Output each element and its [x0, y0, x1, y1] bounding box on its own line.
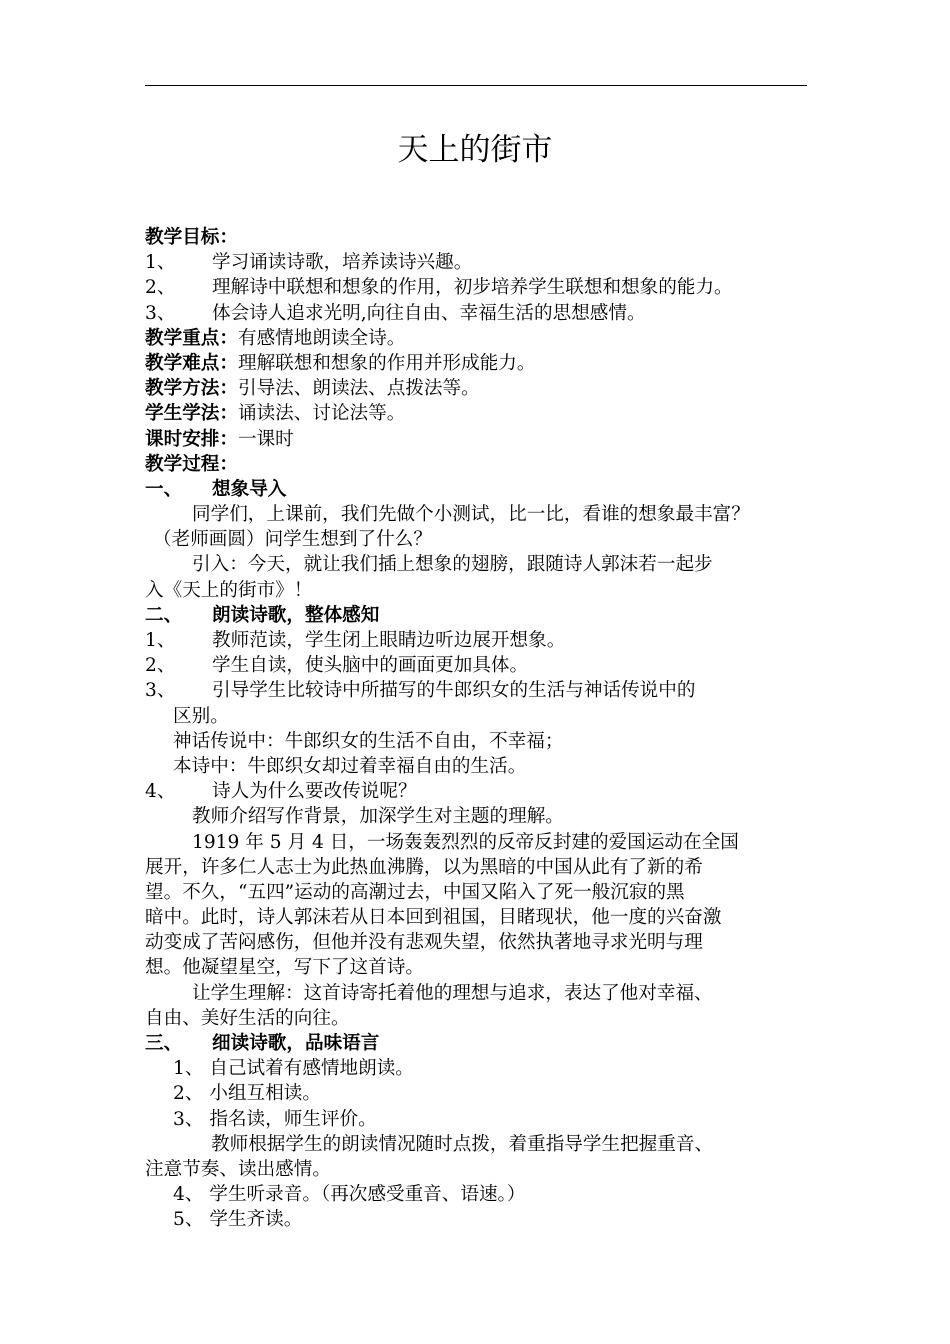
study-method: 学生学法：诵读法、讨论法等。: [145, 403, 406, 425]
paragraph-line: 想。他凝望星空，写下了这首诗。: [145, 957, 424, 979]
list-item: 1、 教师范读，学生闭上眼睛边听边展开想象。: [145, 630, 566, 651]
list-item: 3、 引导学生比较诗中所描写的牛郎织女的生活与神话传说中的: [145, 680, 696, 702]
teaching-focus: 教学重点：有感情地朗读全诗。: [145, 327, 406, 349]
paragraph-line: 引入：今天，就让我们插上想象的翅膀，跟随诗人郭沫若一起步: [192, 554, 713, 576]
paragraph-line: 神话传说中：牛郎织女的生活不自由，不幸福；: [173, 730, 564, 752]
paragraph-line: 1919 年 5 月 4 日，一场轰轰烈烈的反帝反封建的爱国运动在全国: [192, 831, 739, 853]
paragraph-line: 暗中。此时，诗人郭沫若从日本回到祖国，目睹现状，他一度的兴奋激: [145, 907, 722, 929]
paragraph-line: 本诗中：牛郎织女却过着幸福自由的生活。: [173, 755, 527, 777]
list-item: 2、 小组互相读。: [173, 1083, 321, 1105]
process-heading: 教学过程：: [145, 453, 238, 475]
teaching-difficulty: 教学难点：理解联想和想象的作用并形成能力。: [145, 352, 536, 374]
list-item: 1、 自己试着有感情地朗读。: [173, 1058, 414, 1080]
objective-item: 3、 体会诗人追求光明,向往自由、幸福生活的思想感情。: [145, 302, 646, 324]
section-heading: 三、 细读诗歌，品味语言: [145, 1033, 380, 1054]
paragraph-line: 自由、美好生活的向往。: [145, 1007, 350, 1029]
paragraph-line: 展开，许多仁人志士为此热血沸腾，以为黑暗的中国从此有了新的希: [145, 856, 703, 878]
list-item: 4、 诗人为什么要改传说呢？: [145, 781, 417, 803]
paragraph-line: 教师根据学生的朗读情况随时点拨，着重指导学生把握重音、: [211, 1133, 714, 1155]
header-rule: [145, 85, 807, 86]
paragraph-line: 让学生理解：这首诗寄托着他的理想与追求，表达了他对幸福、: [192, 982, 713, 1004]
paragraph-line: 同学们，上课前，我们先做个小测试，比一比，看谁的想象最丰富？: [192, 504, 750, 526]
paragraph-line: 动变成了苦闷感伤，但他并没有悲观失望，依然执著地寻求光明与理: [145, 932, 703, 954]
objective-item: 1、 学习诵读诗歌，培养读诗兴趣。: [145, 252, 473, 274]
list-item: 3、 指名读，师生评价。: [173, 1108, 377, 1130]
paragraph-line: 区别。: [173, 705, 229, 727]
list-item: 4、 学生听录音。（再次感受重音、语速。）: [173, 1184, 526, 1206]
list-item: 2、 学生自读，使头脑中的画面更加具体。: [145, 655, 529, 677]
paragraph-line: 注意节奏、读出感情。: [145, 1158, 331, 1180]
objective-item: 2、 理解诗中联想和想象的作用，初步培养学生联想和想象的能力。: [145, 277, 733, 299]
paragraph-line: 入《天上的街市》！: [145, 579, 313, 601]
document-title: 天上的街市: [397, 132, 553, 168]
section-heading: 二、 朗读诗歌，整体感知: [145, 604, 380, 626]
list-item: 5、 学生齐读。: [173, 1209, 303, 1231]
section-heading: 一、 想象导入: [145, 478, 287, 500]
objectives-heading: 教学目标：: [145, 227, 238, 248]
paragraph-line: 望。不久，“五四”运动的高潮过去，中国又陷入了死一般沉寂的黑: [145, 881, 685, 903]
document-body: [145, 225, 825, 1233]
paragraph-line: （老师画圆）问学生想到了什么？: [153, 529, 432, 551]
paragraph-line: 教师介绍写作背景，加深学生对主题的理解。: [192, 806, 564, 828]
teaching-method: 教学方法：引导法、朗读法、点拨法等。: [145, 378, 480, 400]
class-schedule: 课时安排：一课时: [145, 428, 294, 450]
